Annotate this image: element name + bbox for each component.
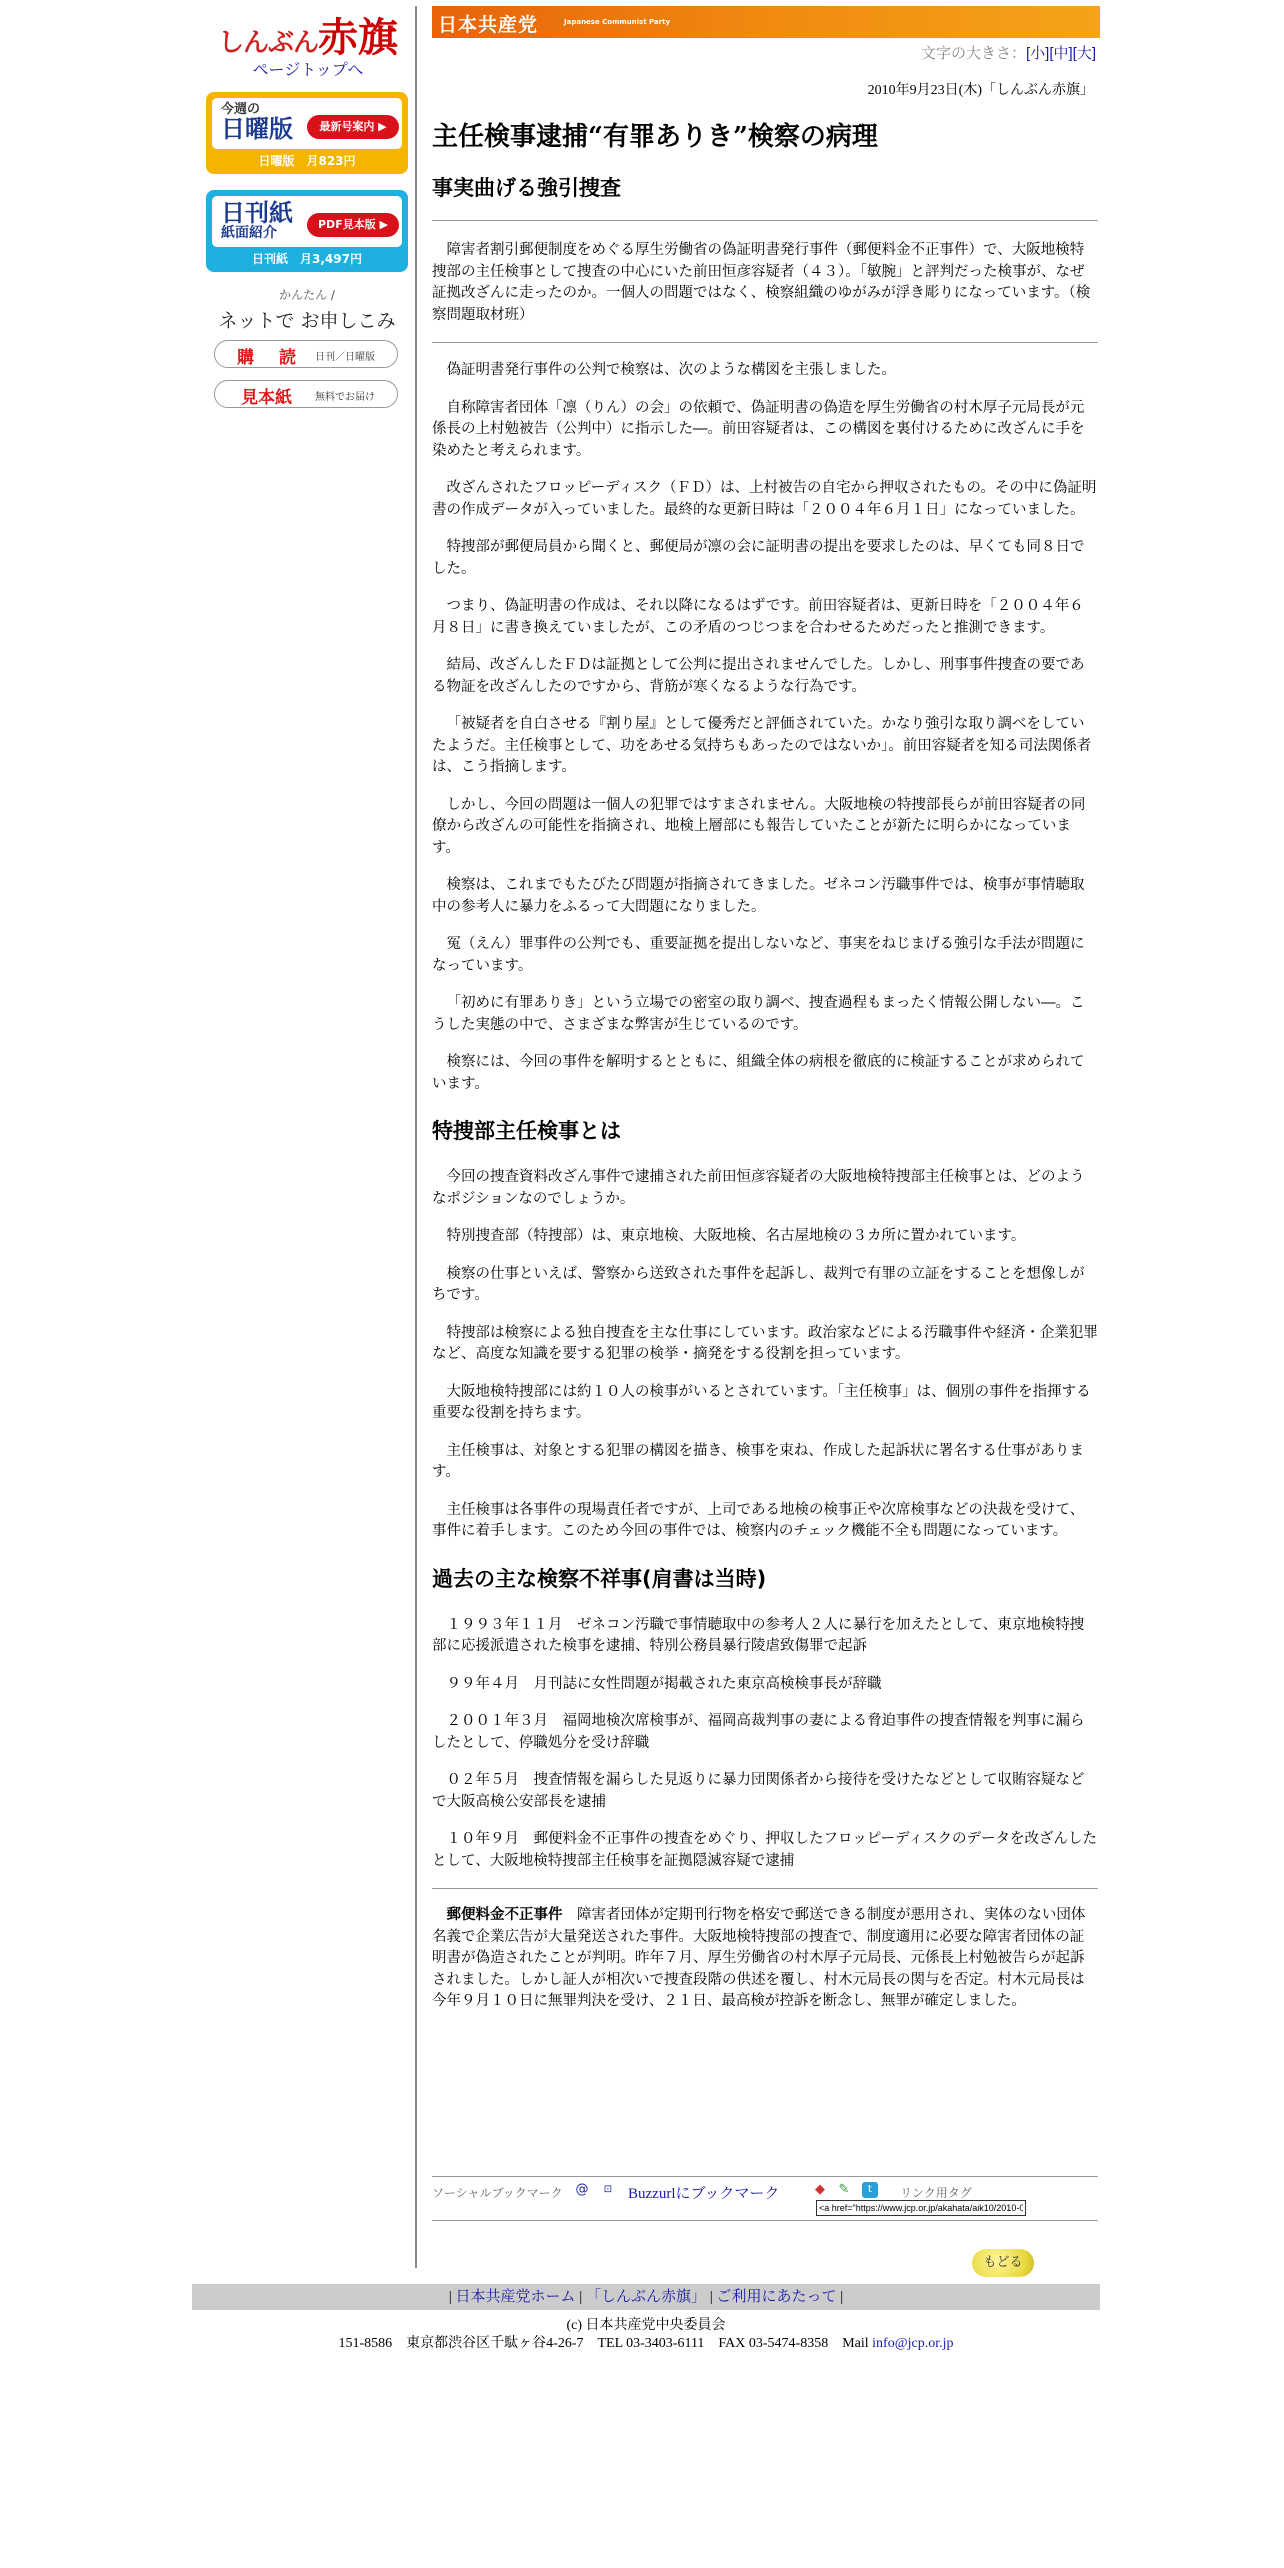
note-term: 郵便料金不正事件 — [446, 1907, 563, 1923]
body-paragraph: 主任検事は、対象とする犯罪の構図を描き、検事を束ね、作成した起訴状に署名する仕事があります。 — [432, 1442, 1084, 1480]
subscribe-label: 購 読 — [237, 348, 300, 368]
body-paragraph: 冤（えん）罪事件の公判でも、重要証拠を提出しないなど、事実をねじまげる強引な手法が問題になっています。 — [432, 936, 1085, 974]
subscribe-sub: 日刊／日曜版 — [315, 352, 375, 363]
font-size-medium[interactable]: [中] — [1049, 45, 1073, 62]
social-bookmark-label: ソーシャルブックマーク — [432, 2186, 563, 2200]
body-paragraph: １９９３年１１月 ゼネコン汚職で事情聴取中の参考人２人に暴行を加えたとして、東京地検特捜部に応援派遣された検事を逮捕、特別公務員暴行陵虐致傷罪で起訴 — [432, 1616, 1085, 1654]
body-paragraph: 結局、改ざんしたＦＤは証拠として公判に提出されませんでした。しかし、刑事事件捜査の要である物証を改ざんしたのですから、背筋が寒くなるような行為です。 — [432, 657, 1085, 695]
nichiyo-banner[interactable] — [206, 92, 408, 174]
twitter-icon[interactable]: t — [862, 2182, 878, 2198]
body-paragraph: 自称障害者団体「凛（りん）の会」の依頼で、偽証明書の偽造を厚生労働省の村木厚子元局長が元係長の上村勉被告（公判中）に指示した―。前田容疑者は、この構図を裏付けるために改ざんに手を染めたと考えられます。 — [432, 399, 1085, 459]
body-paragraph: 今回の捜査資料改ざん事件で逮捕された前田恒彦容疑者の大阪地検特捜部主任検事とは、どのようなポジションなのでしょうか。 — [432, 1169, 1085, 1207]
link-tag-label: リンク用タグ — [900, 2186, 972, 2200]
article-lead: 障害者割引郵便制度をめぐる厚生労働省の偽証明書発行事件（郵便料金不正事件）で、大阪地検特捜部の主任検事として捜査の中心にいた前田恒彦容疑者（４３）。「敏腕」と評判だった検事が、なぜ証拠改ざんに走ったのか。一個人の問題ではなく、検察組織のゆがみが浮き彫りになっています。（検察問題取材班） — [432, 242, 1091, 323]
copyright: (c) 日本共産党中央委員会 — [566, 2318, 726, 2333]
nikkan-main-label: 日刊紙 — [221, 199, 293, 227]
body-paragraph: １０年９月 郵便料金不正事件の捜査をめぐり、押収したフロッピーディスクのデータを改ざんしたとして、大阪地検特捜部主任検事を証拠隠滅容疑で逮捕 — [432, 1831, 1097, 1869]
note-paragraph — [432, 1905, 1098, 2013]
column-divider — [415, 6, 417, 2268]
divider — [432, 1888, 1098, 1889]
body-section-3 — [432, 1615, 1098, 1873]
body-paragraph: 検察には、今回の事件を解明するとともに、組織全体の病根を徹底的に検証することが求められています。 — [432, 1054, 1085, 1092]
body-paragraph: 大阪地検特捜部には約１０人の検事がいるとされています。「主任検事」は、個別の事件を指揮する重要な役割を持ちます。 — [432, 1383, 1091, 1421]
body-paragraph: 主任検事は各事件の現場責任者ですが、上司である地検の検事正や次席検事などの決裁を受けて、事件に着手します。このため今回の事件では、検察内のチェック機能不全も問題になっています。 — [432, 1501, 1085, 1539]
body-paragraph: 偽証明書発行事件の公判で検察は、次のような構図を主張しました。 — [446, 362, 896, 378]
address-line — [192, 2332, 1100, 2352]
sample-paper-button[interactable] — [214, 380, 398, 408]
body-paragraph: 特別捜査部（特捜部）は、東京地検、大阪地検、名古屋地検の３カ所に置かれています。 — [446, 1228, 1026, 1244]
nichiyo-price: 日曜版 月823円 — [258, 154, 356, 168]
footer-link-terms[interactable]: ご利用にあたって — [716, 2289, 837, 2305]
subscribe-button[interactable] — [214, 340, 398, 368]
nikkan-sub-label: 紙面紹介 — [221, 225, 277, 242]
font-size-small[interactable]: [小] — [1025, 45, 1050, 62]
article-subtitle: 事実曲げる強引捜査 — [432, 176, 621, 200]
party-name-en: Japanese Communist Party — [564, 18, 671, 26]
mail-link[interactable]: info@jcp.or.jp — [872, 2336, 954, 2351]
sample-label: 見本紙 — [241, 388, 292, 408]
address-text: 151-8586 東京都渋谷区千駄ヶ谷4-26-7 TEL 03-3403-6111 FAX 03-5474-8358 Mail — [338, 2336, 873, 2351]
atmark-icon[interactable]: @ — [575, 2182, 589, 2197]
sample-sub: 無料でお届け — [315, 392, 375, 403]
body-section-1 — [432, 360, 1098, 1095]
divider — [432, 220, 1098, 221]
body-paragraph: ０２年５月 捜査情報を漏らした見返りに暴力団関係者から接待を受けたなどとして収賄容疑などで大阪高検公安部長を逮捕 — [432, 1772, 1085, 1810]
body-paragraph: 「初めに有罪ありき」という立場での密室の取り調べ、捜査過程もまったく情報公開しない―。こうした実態の中で、さまざまな弊害が生じているのです。 — [432, 995, 1085, 1033]
akahata-logo[interactable] — [206, 6, 410, 79]
section-heading: 過去の主な検察不祥事(肩書は当時) — [432, 1566, 767, 1591]
article-title: 主任検事逮捕“有罪ありき”検察の病理 — [432, 122, 878, 152]
article-body — [432, 360, 1098, 2029]
article-date: 2010年9月23日(木)「しんぶん赤旗」 — [867, 83, 1094, 98]
net-apply-label: ネットで お申しこみ — [218, 310, 396, 332]
logo-kanji: 赤旗 — [318, 14, 398, 61]
back-button[interactable]: もどる — [972, 2249, 1034, 2277]
buzzurl-link[interactable]: Buzzurlにブックマーク — [628, 2186, 780, 2202]
pdf-sample-button[interactable]: PDF見本版 ▶ — [307, 213, 399, 237]
section-heading: 特捜部主任検事とは — [432, 1119, 621, 1143]
nikkan-banner[interactable] — [206, 190, 408, 272]
bookmark-service-icon[interactable]: ⊡ — [603, 2184, 613, 2195]
latest-issue-button[interactable]: 最新号案内 ▶ — [307, 115, 399, 139]
body-paragraph: 「被疑者を自白させる『割り屋』として優秀だと評価されていた。かなり強引な取り調べをしていたようだ。主任検事として、功をあせる気持ちもあったのではないか」。前田容疑者を知る司法関係者は、こう指摘します。 — [432, 716, 1092, 775]
kantan-label: かんたん / — [279, 288, 335, 302]
body-section-2 — [432, 1167, 1098, 1543]
link-tag-field[interactable] — [816, 2200, 1026, 2216]
font-size-label: 文字の大きさ： — [920, 45, 1026, 62]
party-name-jp: 日本共産党 — [438, 14, 539, 36]
body-paragraph: ９９年４月 月刊誌に女性問題が掲載された東京高検検事長が辞職 — [446, 1675, 882, 1692]
logo-kana: しんぶん — [217, 28, 318, 58]
footer-link-akahata[interactable]: 「しんぶん赤旗」 — [585, 2289, 706, 2305]
note-text: 障害者団体が定期刊行物を格安で郵送できる制度が悪用され、実体のない団体名義で企業広告が大量発送された事件。大阪地検特捜部の捜査で、制度適用に必要な障害者団体の証明書が偽造されたことが判明。昨年７月、厚生労働省の村木厚子元局長、元係長上村勉被告らが起訴されました。しかし証人が相次いで捜査段階の供述を覆し、村木元局長の関与を否定。村木元局長は今年９月１０日に無罪判決を受け、２１日、最高検が控訴を断念し、無罪が確定しました。 — [432, 1907, 1086, 2009]
font-size-large[interactable]: [大] — [1072, 45, 1096, 62]
body-paragraph: 検察は、これまでもたびたび問題が指摘されてきました。ゼネコン汚職事件では、検事が事情聴取中の参考人に暴力をふるって大問題になりました。 — [432, 877, 1085, 915]
page-top-link[interactable]: ページトップへ — [252, 62, 364, 79]
body-paragraph: 改ざんされたフロッピーディスク（ＦＤ）は、上村被告の自宅から押収されたもの。その中に偽証明書の作成データが入っていました。最終的な更新日時は「２００４年６月１日」になっていました。 — [432, 480, 1097, 518]
divider — [432, 342, 1098, 343]
party-header-bar[interactable] — [432, 6, 1100, 38]
nikkan-price: 日刊紙 月3,497円 — [252, 252, 362, 266]
body-paragraph: つまり、偽証明書の作成は、それ以降になるはずです。前田容疑者は、更新日時を「２００４年６月８日」に書き換えていましたが、この矛盾のつじつまを合わせるためだったと推測できます。 — [432, 598, 1084, 636]
divider — [432, 2220, 1098, 2221]
nichiyo-top-label: 今週の — [221, 102, 261, 117]
sidebar — [192, 0, 420, 2268]
body-paragraph: 検察の仕事といえば、警察から送致された事件を起訴し、裁判で有罪の立証をすることを想像しがちです。 — [432, 1265, 1085, 1303]
body-paragraph: 特捜部が郵便局員から聞くと、郵便局が凛の会に証明書の提出を要求したのは、早くても同８日でした。 — [432, 539, 1085, 577]
livedoor-clip-icon[interactable]: ✎ — [838, 2182, 850, 2197]
font-size-control — [921, 42, 1096, 63]
nichiyo-main-label: 日曜版 — [221, 114, 293, 143]
divider — [432, 2176, 1098, 2177]
body-paragraph: ２００１年３月 福岡地検次席検事が、福岡高裁判事の妻による脅迫事件の捜査情報を判事に漏らしたとして、停職処分を受け辞職 — [432, 1713, 1085, 1751]
footer-links: | 日本共産党ホーム | 「しんぶん赤旗」 | ご利用にあたって | — [192, 2284, 1100, 2310]
delicious-icon[interactable]: ◆ — [815, 2182, 825, 2197]
body-paragraph: しかし、今回の問題は一個人の犯罪ではすまされません。大阪地検の特捜部長らが前田容疑者の同僚から改ざんの可能性を指摘され、地検上層部にも報告していたことが新たに明らかになっています。 — [432, 796, 1086, 856]
footer-link-home[interactable]: 日本共産党ホーム — [455, 2289, 576, 2305]
social-bookmarks — [432, 2176, 1098, 2226]
body-paragraph: 特捜部は検察による独自捜査を主な仕事にしています。政治家などによる汚職事件や経済・企業犯罪など、高度な知識を要する犯罪の検挙・摘発をする役割を担っています。 — [432, 1324, 1098, 1362]
